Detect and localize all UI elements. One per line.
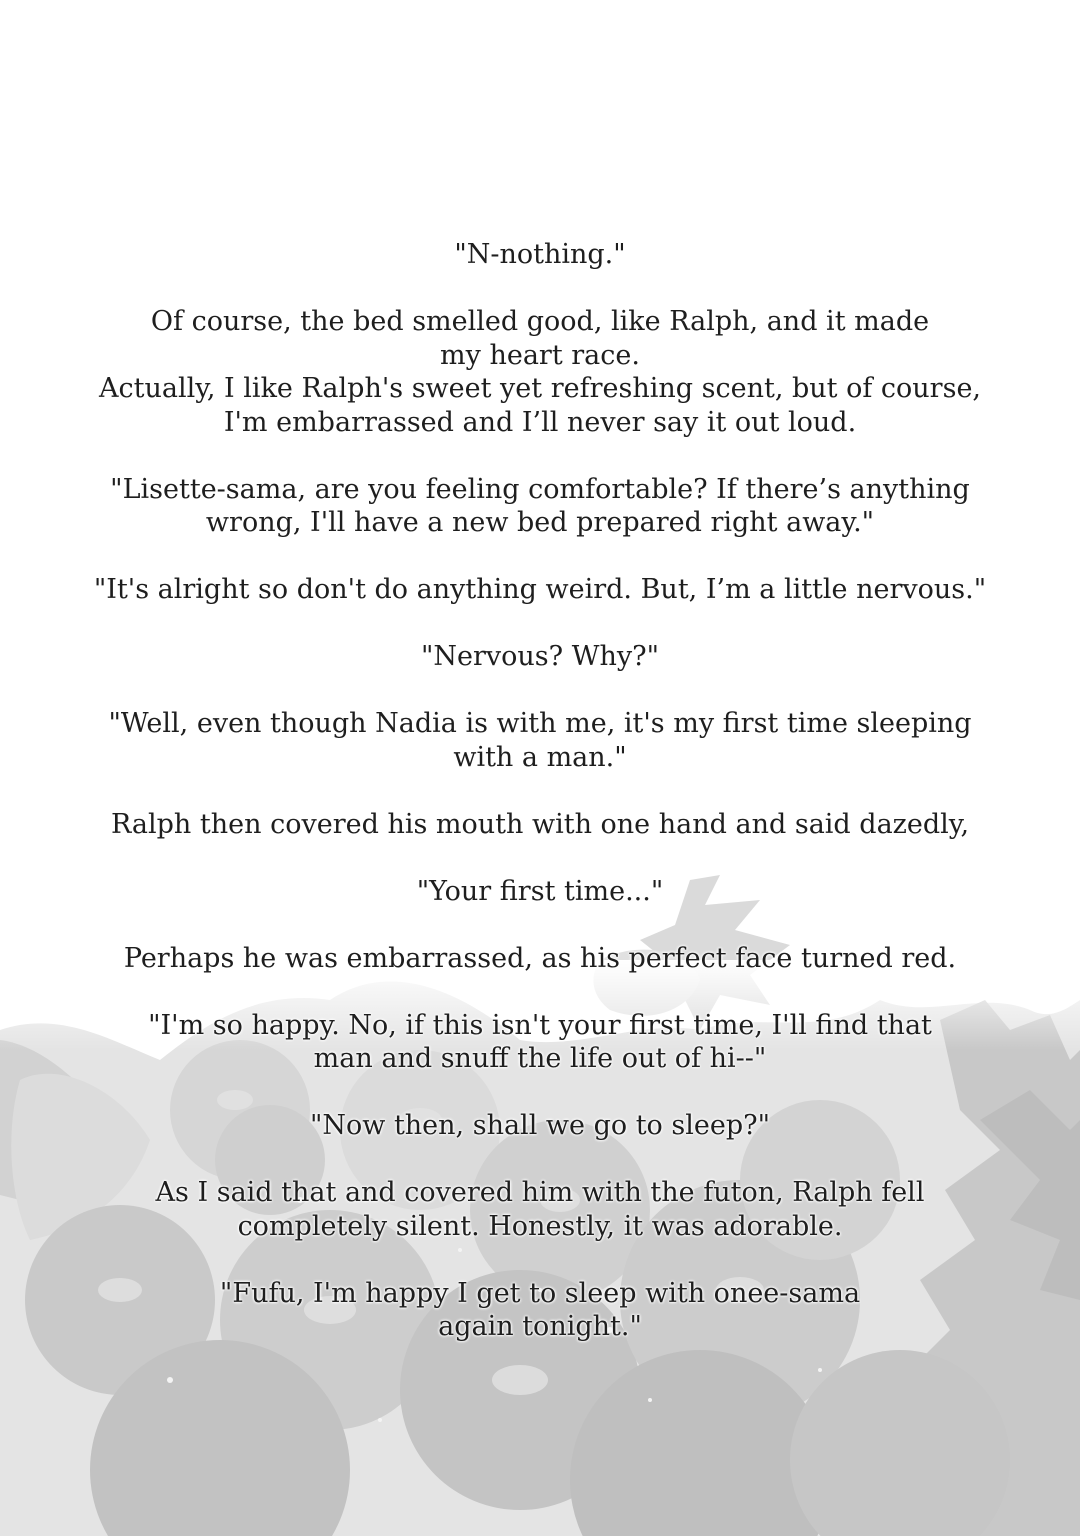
paragraph [0,1176,1080,1243]
text-line: "N-nothing." [454,239,626,270]
paragraph [0,1277,1080,1344]
text-line: completely silent. Honestly, it was adorable. [237,1210,843,1242]
text-line: man and snuff the life out of hi--" [313,1043,767,1074]
text-line: "It's alright so don't do anything weird. But, I’m a little nervous." [93,574,987,605]
text-line: Perhaps he was embarrassed, as his perfect face turned red. [123,942,957,974]
text-line: "Nervous? Why?" [420,641,660,672]
text-line: I'm embarrassed and I’ll never say it out loud. [223,406,857,438]
text-line: my heart race. [440,339,640,371]
text-line: "Lisette-sama, are you feeling comfortable? If there’s anything [110,473,970,505]
story-text [0,238,1080,1377]
text-line: "Your first time..." [416,875,664,907]
text-line: "Fufu, I'm happy I get to sleep with onee-sama [219,1277,861,1309]
text-line: wrong, I'll have a new bed prepared right away." [205,507,875,538]
paragraph [0,238,1080,272]
paragraph [0,640,1080,674]
text-line: "I'm so happy. No, if this isn't your first time, I'll find that [148,1009,932,1041]
paragraph [0,1109,1080,1143]
text-line: "Now then, shall we go to sleep?" [309,1110,771,1141]
paragraph [0,707,1080,774]
paragraph [0,808,1080,842]
paragraph [0,305,1080,439]
paragraph [0,875,1080,909]
text-line: Actually, I like Ralph's sweet yet refreshing scent, but of course, [98,373,982,404]
paragraph [0,573,1080,607]
text-line: Ralph then covered his mouth with one hand and said dazedly, [110,808,970,840]
text-line: As I said that and covered him with the futon, Ralph fell [155,1177,925,1208]
paragraph [0,1009,1080,1076]
paragraph [0,473,1080,540]
text-line: again tonight." [438,1311,642,1342]
text-line: with a man." [453,741,627,773]
paragraph [0,942,1080,976]
text-line: Of course, the bed smelled good, like Ralph, and it made [150,306,930,337]
text-line: "Well, even though Nadia is with me, it's my first time sleeping [108,708,972,739]
